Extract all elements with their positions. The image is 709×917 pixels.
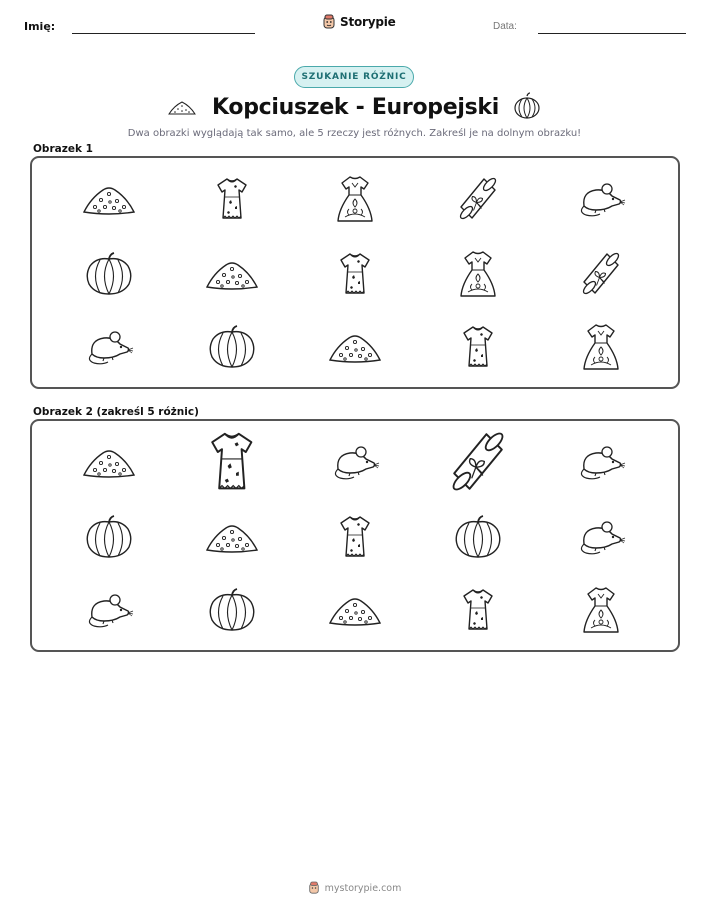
picture2-frame[interactable]: [30, 419, 680, 652]
picture2-cell-r3-c3[interactable]: [294, 573, 417, 647]
picture1-label: Obrazek 1: [33, 143, 93, 155]
instructions-text: Dwa obrazki wyglądają tak samo, ale 5 rzeczy jest różnych. Zakreśl je na dolnym obrazku!: [127, 128, 582, 139]
picture1-cell-r1-c1: [48, 160, 171, 238]
scroll-icon: [458, 176, 498, 222]
mouse-icon: [576, 443, 626, 481]
picture2-cell-r3-c4[interactable]: [416, 573, 539, 647]
picture2-cell-r2-c3[interactable]: [294, 501, 417, 573]
picture2-cell-r1-c4[interactable]: [416, 423, 539, 501]
ash-pile-icon: [168, 100, 196, 116]
picture1-cell-r1-c4: [416, 160, 539, 238]
ash-pile-icon: [81, 182, 137, 216]
picture2-cell-r1-c5[interactable]: [539, 423, 662, 501]
date-label: Data:: [493, 21, 517, 32]
footer-url: mystorypie.com: [324, 882, 402, 894]
date-field-line[interactable]: [538, 33, 686, 34]
picture1-frame: [30, 156, 680, 389]
mouse-icon: [576, 180, 626, 218]
pumpkin-icon: [85, 251, 133, 297]
pumpkin-icon: [208, 324, 256, 370]
picture1-cell-r3-c4: [416, 310, 539, 384]
picture2-cell-r1-c1[interactable]: [48, 423, 171, 501]
picture1-cell-r1-c3: [294, 160, 417, 238]
picture1-cell-r3-c3: [294, 310, 417, 384]
ragged-dress-icon: [461, 588, 495, 632]
scroll-icon: [581, 251, 621, 297]
name-field-line[interactable]: [72, 33, 255, 34]
picture2-cell-r1-c2[interactable]: [171, 423, 294, 501]
scroll-icon: [450, 430, 506, 494]
picture1-cell-r3-c2: [171, 310, 294, 384]
ragged-dress-icon: [338, 515, 372, 559]
ragged-dress-icon: [215, 177, 249, 221]
picture1-cell-r1-c2: [171, 160, 294, 238]
pumpkin-icon: [454, 514, 502, 560]
pumpkin-icon: [208, 587, 256, 633]
picture1-cell-r2-c3: [294, 238, 417, 310]
picture1-cell-r2-c1: [48, 238, 171, 310]
ragged-dress-icon: [461, 325, 495, 369]
ball-gown-icon: [335, 175, 375, 223]
brand-logo: [322, 12, 396, 32]
picture1-cell-r2-c2: [171, 238, 294, 310]
pumpkin-icon: [85, 514, 133, 560]
picture1-cell-r2-c5: [539, 238, 662, 310]
picture2-label: Obrazek 2 (zakreśl 5 różnic): [33, 406, 199, 418]
picture2-cell-r2-c2[interactable]: [171, 501, 294, 573]
storypie-mascot-icon: [322, 14, 336, 30]
picture2-cell-r3-c5[interactable]: [539, 573, 662, 647]
mouse-icon: [84, 328, 134, 366]
picture1-cell-r2-c4: [416, 238, 539, 310]
picture2-cell-r2-c5[interactable]: [539, 501, 662, 573]
picture1-cell-r1-c5: [539, 160, 662, 238]
ash-pile-icon: [204, 257, 260, 291]
page-title: [0, 92, 709, 120]
brand-name: Storypie: [340, 15, 396, 29]
worksheet-type-badge: SZUKANIE RÓŻNIC: [294, 66, 414, 88]
mouse-icon: [576, 518, 626, 556]
mouse-icon: [84, 591, 134, 629]
storypie-mascot-icon: [308, 881, 320, 895]
picture2-cell-r3-c1[interactable]: [48, 573, 171, 647]
ragged-dress-icon: [338, 252, 372, 296]
ash-pile-icon: [81, 445, 137, 479]
ball-gown-icon: [458, 250, 498, 298]
ash-pile-icon: [327, 330, 383, 364]
mouse-icon: [330, 443, 380, 481]
picture2-cell-r2-c1[interactable]: [48, 501, 171, 573]
title-text: Kopciuszek - Europejski: [212, 95, 499, 120]
ball-gown-icon: [581, 586, 621, 634]
ragged-dress-icon: [208, 431, 256, 493]
pumpkin-icon: [513, 92, 541, 120]
ash-pile-icon: [204, 520, 260, 554]
picture1-cell-r3-c1: [48, 310, 171, 384]
footer: [0, 881, 709, 895]
picture2-cell-r2-c4[interactable]: [416, 501, 539, 573]
picture2-cell-r1-c3[interactable]: [294, 423, 417, 501]
ash-pile-icon: [327, 593, 383, 627]
picture2-cell-r3-c2[interactable]: [171, 573, 294, 647]
name-label: Imię:: [24, 20, 56, 33]
ball-gown-icon: [581, 323, 621, 371]
picture1-cell-r3-c5: [539, 310, 662, 384]
